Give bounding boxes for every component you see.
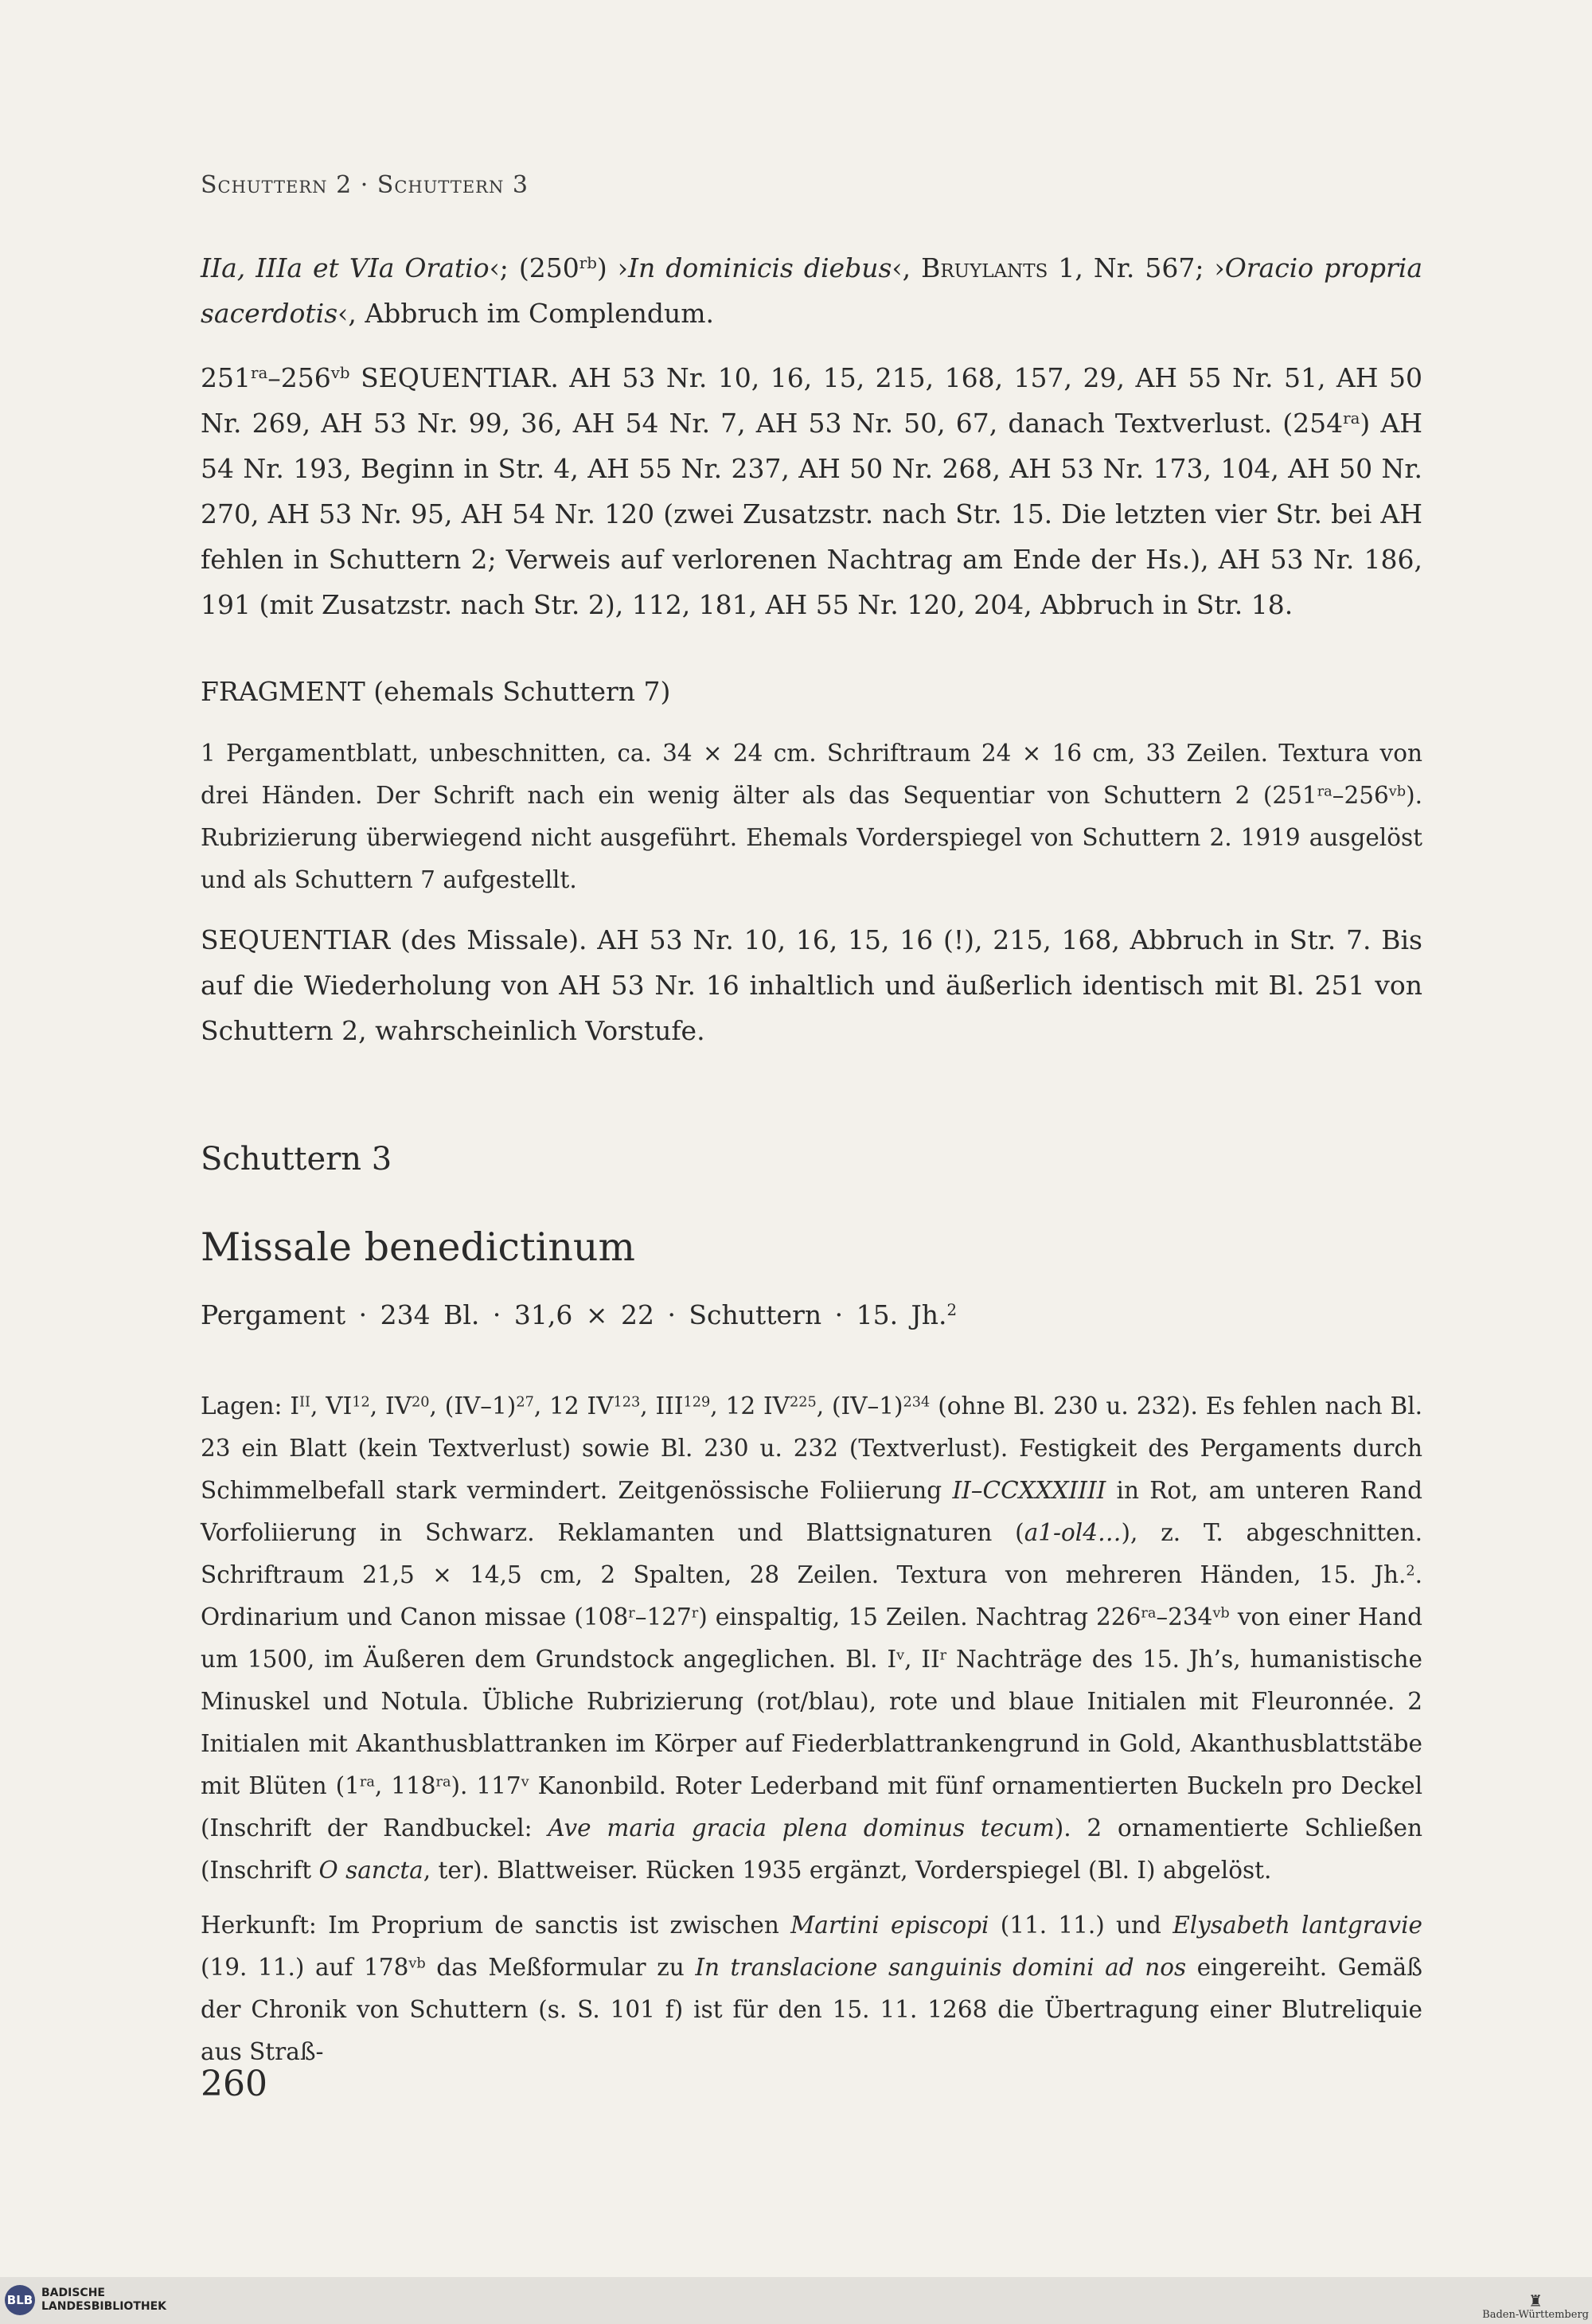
text-run: , 12 IV	[533, 1392, 614, 1420]
state-logo	[1482, 2293, 1589, 2321]
text-run: ), z. T. abgeschnitten. Schriftraum 21,5 × 14,5 cm, 2 Spalten, 28 Zeilen. Textura von mehreren Händen, 15. Jh.	[201, 1519, 1422, 1588]
text-run: ‹, Abbruch im Complendum.	[338, 298, 715, 329]
superscript: 234	[903, 1394, 931, 1411]
italic-text: O sancta	[318, 1857, 423, 1884]
blb-logo-icon: BLB	[5, 2285, 35, 2315]
text-run: ). 117	[451, 1772, 521, 1799]
text-run: Nachträge des 15. Jh’s, humanistische Minuskel und Notula. Übliche Rubrizierung (rot/blau), rote und blaue Initialen mit Fleuronnée. 2 Initialen mit Akanthusblattranken im Körper auf Fiederblattrankengrund in Gold, Akanthusblattstäbe mit Blüten (1	[201, 1646, 1422, 1799]
italic-text: a1-ol4…	[1024, 1519, 1122, 1546]
superscript: ra	[251, 364, 268, 383]
text-run: Schuttern 3	[201, 1141, 392, 1178]
superscript: 2	[946, 1301, 958, 1320]
text-run: Pergament · 234 Bl. · 31,6 × 22 · Schuttern · 15. Jh.	[201, 1299, 947, 1330]
running-head: Schuttern 2 · Schuttern 3	[201, 171, 529, 199]
superscript: vb	[330, 364, 350, 383]
text-run: , (IV–1)	[816, 1392, 903, 1420]
italic-text: II–CCXXXIIII	[952, 1477, 1106, 1504]
text-run: ) ›	[596, 252, 628, 283]
library-name-line2: LANDESBIBLIOTHEK	[41, 2300, 167, 2313]
text-run: . Ordinarium und Canon missae (108	[201, 1561, 1422, 1631]
crest-icon: ♜	[1528, 2291, 1543, 2310]
text-run: von einer Hand um 1500, im Äußeren dem Grundstock angeglichen. Bl. I	[201, 1603, 1422, 1673]
paragraph-herkunft	[201, 1904, 1422, 2073]
italic-text: Elysabeth lantgravie	[1173, 1912, 1422, 1939]
text-run: FRAGMENT (ehemals Schuttern 7)	[201, 676, 671, 707]
text-run: , VI	[310, 1392, 353, 1420]
text-run: 1 Pergamentblatt, unbeschnitten, ca. 34 × 24 cm. Schriftraum 24 × 16 cm, 33 Zeilen. Textura von drei Händen. Der Schrift nach ein wenig älter als das Sequentiar von Schuttern 2 (251	[201, 740, 1422, 809]
text-run: (11. 11.) und	[989, 1912, 1173, 1939]
text-run: –127	[634, 1603, 692, 1631]
paragraph-fragment-description	[201, 732, 1422, 901]
text-run: , II	[904, 1646, 940, 1673]
text-run: , ter). Blattweiser. Rücken 1935 ergänzt, Vorderspiegel (Bl. I) abgelöst.	[423, 1857, 1272, 1884]
text-run: in Rot, am unteren Rand Vorfoliierung in Schwarz. Reklamanten und Blattsignaturen (	[201, 1477, 1422, 1546]
superscript: 20	[412, 1394, 430, 1411]
superscript: r	[691, 1605, 699, 1622]
superscript: 123	[613, 1394, 641, 1411]
text-run: ). Rubrizierung überwiegend nicht ausgeführt. Ehemals Vorderspiegel von Schuttern 2. 1919 ausgelöst und als Schuttern 7 aufgestellt.	[201, 782, 1422, 893]
text-run: Herkunft: Im Proprium de sanctis ist zwischen	[201, 1912, 791, 1939]
superscript: 2	[1406, 1563, 1415, 1580]
manuscript-metadata	[201, 1299, 1422, 1330]
text-run: , (IV–1)	[429, 1392, 517, 1420]
paragraph-sequentiar-missale	[201, 917, 1422, 1053]
footer-bar	[0, 2277, 1592, 2324]
superscript: vb	[1212, 1605, 1230, 1622]
superscript: 225	[789, 1394, 817, 1411]
text-run: Kanonbild. Roter Lederband mit fünf ornamentierten Buckeln pro Deckel (Inschrift der Randbuckel:	[201, 1772, 1422, 1842]
superscript: ra	[435, 1774, 451, 1791]
library-name	[41, 2287, 166, 2314]
library-name-line1: BADISCHE	[41, 2287, 105, 2299]
superscript: ra	[1317, 783, 1333, 800]
paragraph-lagen-description	[201, 1385, 1422, 1892]
superscript: v	[896, 1647, 905, 1664]
superscript: rb	[579, 254, 597, 273]
text-run: ‹,	[892, 252, 922, 283]
italic-text: Ave maria gracia plena dominus tecum	[548, 1814, 1055, 1842]
text-run: SEQUENTIAR (des Missale). AH 53 Nr. 10, 16, 15, 16 (!), 215, 168, Abbruch in Str. 7. Bis auf die Wiederholung von AH 53 Nr. 16 inhaltlich und äußerlich identisch mit Bl. 251 von Schuttern 2, wahrscheinlich Vorstufe.	[201, 924, 1422, 1046]
text-run: (19. 11.) auf 178	[201, 1954, 409, 1981]
superscript: r	[628, 1605, 635, 1622]
superscript: vb	[1388, 783, 1407, 800]
text-run: , 12 IV	[710, 1392, 790, 1420]
text-run: SEQUENTIAR. AH 53 Nr. 10, 16, 15, 215, 168, 157, 29, AH 55 Nr. 51, AH 50 Nr. 269, AH 53 Nr. 99, 36, AH 54 Nr. 7, AH 53 Nr. 50, 67, danach Textverlust. (254	[201, 362, 1422, 439]
text-run: 251	[201, 362, 251, 393]
italic-text: IIa, IIIa et VIa Oratio	[201, 252, 490, 283]
superscript: vb	[408, 1955, 426, 1972]
italic-text: In translacione sanguinis domini ad nos	[695, 1954, 1187, 1981]
superscript: ra	[1141, 1605, 1157, 1622]
superscript: r	[939, 1647, 947, 1664]
text-run: Lagen: I	[201, 1392, 300, 1420]
text-run: –256	[267, 362, 331, 393]
text-run: (ohne Bl. 230 u. 232). Es fehlen nach Bl. 23 ein Blatt (kein Textverlust) sowie Bl. 230 u. 232 (Textverlust). Festigkeit des Pergaments durch Schimmelbefall stark vermindert. Zeitgenössische Foliierung	[201, 1392, 1423, 1504]
text-run: ). 2 ornamentierte Schließen (Inschrift	[201, 1814, 1422, 1884]
paragraph-oratio-end	[201, 245, 1422, 336]
manuscript-title	[201, 1224, 1422, 1270]
text-run: ‹; (250	[489, 252, 579, 283]
text-run: 1, Nr. 567; ›	[1048, 252, 1225, 283]
superscript: 12	[352, 1394, 370, 1411]
text-run: eingereiht. Gemäß der Chronik von Schuttern (s. S. 101 f) ist für den 15. 11. 1268 die Übertragung einer Blutreliquie aus Straß-	[201, 1954, 1422, 2065]
text-run: Missale benedictinum	[201, 1224, 635, 1270]
text-run: , III	[640, 1392, 684, 1420]
text-run: , 118	[374, 1772, 436, 1799]
italic-text: Oracio propria sacerdotis	[201, 252, 1422, 329]
italic-text: Martini episcopi	[790, 1912, 989, 1939]
page-number: 260	[201, 2064, 267, 2104]
text-run: –256	[1332, 782, 1389, 809]
superscript: ra	[359, 1774, 375, 1791]
heading-fragment	[201, 669, 1422, 714]
text-run: ) AH 54 Nr. 193, Beginn in Str. 4, AH 55 Nr. 237, AH 50 Nr. 268, AH 53 Nr. 173, 104, AH 50 Nr. 270, AH 53 Nr. 95, AH 54 Nr. 120 (zwei Zusatzstr. nach Str. 15. Die letzten vier Str. bei AH fehlen in Schuttern 2; Verweis auf verlorenen Nachtrag am Ende der Hs.), AH 53 Nr. 186, 191 (mit Zusatzstr. nach Str. 2), 112, 181, AH 55 Nr. 120, 204, Abbruch in Str. 18.	[201, 408, 1422, 620]
text-run: –234	[1156, 1603, 1213, 1631]
superscript: 129	[683, 1394, 711, 1411]
superscript: 27	[516, 1394, 534, 1411]
section-heading	[201, 1141, 1422, 1178]
text-run: , IV	[369, 1392, 412, 1420]
state-label: Baden-Württemberg	[1482, 2309, 1589, 2321]
paragraph-sequentiar	[201, 355, 1422, 627]
small-caps-text: Bruylants	[921, 252, 1048, 283]
superscript: II	[299, 1394, 310, 1411]
superscript: ra	[1343, 409, 1360, 428]
superscript: v	[521, 1774, 529, 1791]
italic-text: In dominicis diebus	[627, 252, 892, 283]
text-run: das Meßformular zu	[425, 1954, 696, 1981]
text-run: ) einspaltig, 15 Zeilen. Nachtrag 226	[698, 1603, 1141, 1631]
